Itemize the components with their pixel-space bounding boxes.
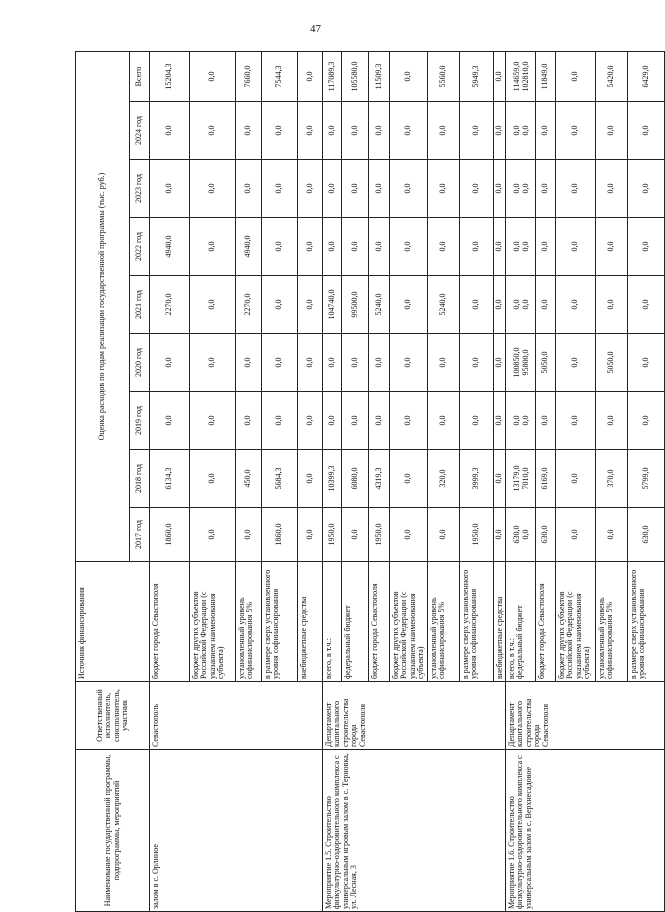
value-cell (506, 334, 536, 392)
value-cell: 0,0 (494, 334, 506, 392)
value-cell: 0,0 (556, 218, 596, 276)
total-cell: 5949,3 (460, 52, 494, 102)
value-cell: 0,0 (342, 334, 369, 392)
value-cell: 0,0 (390, 218, 428, 276)
funding-source: в размере сверх установленного уровня софинансирования (262, 562, 298, 682)
funding-source-line: федеральный бюджет (515, 605, 525, 679)
value-cell: 630,0 (628, 508, 665, 562)
value-cell: 0,0 (390, 334, 428, 392)
value-cell (506, 102, 536, 160)
value-cell: 450,0 (236, 450, 262, 508)
funding-source: в размере сверх установленного уровня софинансирования (628, 562, 665, 682)
funding-source: бюджет города Севастополя (369, 562, 390, 682)
value-cell: 5240,0 (428, 276, 460, 334)
value-cell: 4940,0 (150, 218, 190, 276)
value-line: 0,0 (520, 415, 530, 426)
funding-source: внебюджетные средства (298, 562, 323, 682)
value-line: 0,0 (511, 241, 521, 252)
total-cell: 0,0 (494, 52, 506, 102)
value-cell: 0,0 (494, 392, 506, 450)
total-cell: 15204,3 (150, 52, 190, 102)
value-cell: 0,0 (369, 160, 390, 218)
col-source-header: Источник финансирования (76, 562, 150, 682)
col-estimate-header: Оценка расходов по годам реализации государственной программы (тыс. руб.) (76, 52, 130, 562)
value-cell: 0,0 (298, 392, 323, 450)
value-line: 0,0 (520, 299, 530, 310)
value-cell: 0,0 (596, 102, 628, 160)
value-cell: 10399,3 (323, 450, 342, 508)
value-cell: 0,0 (628, 276, 665, 334)
value-cell: 2270,0 (236, 276, 262, 334)
funding-source: федеральный бюджет (342, 562, 369, 682)
value-cell: 0,0 (628, 102, 665, 160)
value-cell: 5240,0 (369, 276, 390, 334)
value-cell: 0,0 (628, 334, 665, 392)
value-cell (506, 508, 536, 562)
value-line: 102810,0 (520, 61, 530, 92)
total-cell: 5560,0 (428, 52, 460, 102)
value-line: 0,0 (511, 183, 521, 194)
value-cell: 5050,0 (536, 334, 556, 392)
value-cell: 0,0 (298, 334, 323, 392)
value-cell: 0,0 (298, 218, 323, 276)
funding-source: установленный уровень софинансирования 5% (236, 562, 262, 682)
total-cell: 6429,0 (628, 52, 665, 102)
value-cell: 6134,3 (150, 450, 190, 508)
funding-source: установленный уровень софинансирования 5% (428, 562, 460, 682)
value-cell: 0,0 (628, 218, 665, 276)
total-cell: 0,0 (556, 52, 596, 102)
value-cell: 0,0 (262, 276, 298, 334)
table-row (150, 52, 190, 912)
value-cell: 0,0 (494, 508, 506, 562)
value-cell: 0,0 (262, 334, 298, 392)
value-cell: 630,0 (536, 508, 556, 562)
value-cell: 0,0 (323, 218, 342, 276)
total-cell: 7544,3 (262, 52, 298, 102)
value-line: 630,0 (511, 525, 521, 544)
value-cell: 0,0 (556, 508, 596, 562)
value-cell: 0,0 (342, 102, 369, 160)
value-cell: 0,0 (236, 334, 262, 392)
value-cell: 0,0 (190, 508, 236, 562)
value-line: 0,0 (511, 299, 521, 310)
total-header: Всего (130, 52, 150, 102)
value-cell: 6169,0 (536, 450, 556, 508)
value-cell: 0,0 (298, 102, 323, 160)
value-cell: 4319,3 (369, 450, 390, 508)
value-cell: 0,0 (556, 392, 596, 450)
total-cell: 0,0 (390, 52, 428, 102)
value-line: 0,0 (520, 125, 530, 136)
table-header-row (76, 52, 130, 912)
funding-source: бюджет других субъектов Российской Федерации (с указанием наименования субъекта) (190, 562, 236, 682)
value-cell: 0,0 (494, 276, 506, 334)
value-cell: 0,0 (390, 392, 428, 450)
value-cell: 0,0 (369, 392, 390, 450)
value-cell: 0,0 (236, 160, 262, 218)
value-cell: 0,0 (323, 392, 342, 450)
total-cell: 0,0 (298, 52, 323, 102)
value-cell: 0,0 (190, 450, 236, 508)
value-cell: 0,0 (342, 392, 369, 450)
value-cell: 0,0 (262, 392, 298, 450)
value-cell: 0,0 (150, 392, 190, 450)
value-cell (506, 218, 536, 276)
value-cell: 0,0 (342, 218, 369, 276)
value-cell: 2270,0 (150, 276, 190, 334)
value-cell: 0,0 (342, 160, 369, 218)
value-cell: 0,0 (596, 392, 628, 450)
value-line: 13179,0 (511, 465, 521, 492)
value-cell: 0,0 (628, 392, 665, 450)
value-cell: 0,0 (536, 218, 556, 276)
value-cell: 0,0 (556, 102, 596, 160)
value-cell: 0,0 (460, 392, 494, 450)
value-cell: 0,0 (150, 334, 190, 392)
value-cell: 0,0 (390, 160, 428, 218)
total-cell: 11509,3 (369, 52, 390, 102)
year-header: 2022 год (130, 218, 150, 276)
value-cell: 0,0 (190, 276, 236, 334)
value-cell: 5684,3 (262, 450, 298, 508)
col-exec-header: Ответственный исполнитель, соисполнитель, участник (76, 682, 150, 750)
value-cell: 0,0 (556, 450, 596, 508)
total-cell: 117089,3 (323, 52, 342, 102)
value-cell: 0,0 (342, 508, 369, 562)
measure-name: Мероприятие 1.6. Строительство физкультурно-оздоровительного комплекса с универсальным залом в с. Верхнесадовое (506, 750, 665, 912)
value-cell: 1860,0 (150, 508, 190, 562)
total-cell: 0,0 (190, 52, 236, 102)
value-cell: 1950,0 (460, 508, 494, 562)
value-cell: 0,0 (556, 160, 596, 218)
value-cell (506, 160, 536, 218)
value-line: 100850,0 (511, 347, 521, 378)
value-cell: 1860,0 (262, 508, 298, 562)
value-line: 0,0 (520, 183, 530, 194)
value-cell: 0,0 (428, 218, 460, 276)
value-cell: 5799,0 (628, 450, 665, 508)
total-cell: 105580,0 (342, 52, 369, 102)
year-header: 2024 год (130, 102, 150, 160)
value-cell: 0,0 (190, 102, 236, 160)
value-cell: 0,0 (369, 102, 390, 160)
value-cell: 0,0 (556, 276, 596, 334)
funding-source-line: всего, в т.ч.: (507, 638, 516, 679)
value-line: 0,0 (511, 415, 521, 426)
value-cell: 0,0 (460, 334, 494, 392)
value-cell: 0,0 (460, 218, 494, 276)
value-cell: 99500,0 (342, 276, 369, 334)
value-line: 114659,0 (511, 61, 521, 92)
value-cell: 0,0 (428, 160, 460, 218)
value-cell: 0,0 (460, 276, 494, 334)
value-cell: 0,0 (190, 334, 236, 392)
funding-source: бюджет города Севастополя (536, 562, 556, 682)
value-line: 0,0 (511, 125, 521, 136)
value-cell: 320,0 (428, 450, 460, 508)
rotated-table-stage (75, 52, 650, 912)
measure-name: Мероприятие 1.5. Строительство физкультурно-оздоровительного комплекса с универсальным игровым залом в с. Терновка, ул. Лесная, 3 (323, 750, 506, 912)
value-cell: 0,0 (298, 450, 323, 508)
value-cell: 1950,0 (369, 508, 390, 562)
value-cell: 0,0 (298, 508, 323, 562)
page-number: 47 (310, 23, 321, 35)
value-cell: 4940,0 (236, 218, 262, 276)
year-header: 2020 год (130, 334, 150, 392)
total-cell: 5420,0 (596, 52, 628, 102)
table-row (323, 52, 342, 912)
total-cell: 11849,0 (536, 52, 556, 102)
value-cell (506, 392, 536, 450)
value-cell: 0,0 (390, 508, 428, 562)
value-cell: 0,0 (369, 218, 390, 276)
value-cell: 0,0 (262, 218, 298, 276)
year-header: 2019 год (130, 392, 150, 450)
year-header: 2018 год (130, 450, 150, 508)
value-cell: 0,0 (556, 334, 596, 392)
value-cell: 0,0 (262, 160, 298, 218)
value-cell: 0,0 (236, 392, 262, 450)
executor: Департамент капитального строительства города Севастополя (506, 682, 665, 750)
value-cell: 0,0 (428, 334, 460, 392)
value-cell: 0,0 (460, 102, 494, 160)
value-cell: 0,0 (428, 102, 460, 160)
value-cell: 0,0 (536, 160, 556, 218)
value-cell: 0,0 (323, 102, 342, 160)
col-name-header: Наименование государственной программы, подпрограммы, мероприятий (76, 750, 150, 912)
value-cell: 370,0 (596, 450, 628, 508)
budget-table (75, 51, 665, 912)
value-cell: 0,0 (536, 276, 556, 334)
value-cell: 3999,3 (460, 450, 494, 508)
value-cell: 0,0 (596, 508, 628, 562)
executor: Департамент капитального строительства города Севастополя (323, 682, 506, 750)
value-cell: 0,0 (298, 276, 323, 334)
value-cell: 0,0 (390, 450, 428, 508)
value-cell: 0,0 (150, 102, 190, 160)
value-line: 95800,0 (520, 349, 530, 376)
value-cell: 0,0 (323, 160, 342, 218)
funding-source: бюджет других субъектов Российской Федерации (с указанием наименования субъекта) (556, 562, 596, 682)
funding-source: бюджет города Севастополя (150, 562, 190, 682)
funding-source: внебюджетные средства (494, 562, 506, 682)
value-cell: 0,0 (298, 160, 323, 218)
value-cell: 0,0 (628, 160, 665, 218)
funding-source: в размере сверх установленного уровня софинансирования (460, 562, 494, 682)
value-cell (506, 450, 536, 508)
value-cell: 0,0 (596, 276, 628, 334)
value-cell: 0,0 (460, 160, 494, 218)
table-row (506, 52, 536, 912)
value-cell: 0,0 (190, 160, 236, 218)
value-cell: 0,0 (262, 102, 298, 160)
value-line: 0,0 (520, 529, 530, 540)
total-cell: 7660,0 (236, 52, 262, 102)
value-cell: 0,0 (494, 160, 506, 218)
year-header: 2021 год (130, 276, 150, 334)
value-cell: 0,0 (596, 160, 628, 218)
value-cell: 0,0 (390, 276, 428, 334)
executor: Севастополь (150, 682, 323, 750)
value-cell: 0,0 (190, 218, 236, 276)
value-cell: 0,0 (494, 450, 506, 508)
value-cell (506, 276, 536, 334)
value-cell: 0,0 (390, 102, 428, 160)
year-header: 2017 год (130, 508, 150, 562)
value-cell: 0,0 (428, 392, 460, 450)
value-line: 7010,0 (520, 467, 530, 490)
value-cell: 0,0 (536, 392, 556, 450)
year-header: 2023 год (130, 160, 150, 218)
funding-source (506, 562, 536, 682)
funding-source: бюджет других субъектов Российской Федерации (с указанием наименования субъекта) (390, 562, 428, 682)
value-cell: 1950,0 (323, 508, 342, 562)
value-cell: 0,0 (536, 102, 556, 160)
value-cell: 0,0 (596, 218, 628, 276)
value-cell: 0,0 (494, 218, 506, 276)
measure-name: залом в с. Орлиное (150, 750, 323, 912)
value-cell: 0,0 (369, 334, 390, 392)
value-cell: 0,0 (236, 102, 262, 160)
value-cell: 104740,0 (323, 276, 342, 334)
value-cell: 0,0 (428, 508, 460, 562)
value-cell: 0,0 (323, 334, 342, 392)
value-cell: 0,0 (190, 392, 236, 450)
funding-source: установленный уровень софинансирования 5% (596, 562, 628, 682)
value-cell: 0,0 (236, 508, 262, 562)
value-line: 0,0 (520, 241, 530, 252)
value-cell: 6080,0 (342, 450, 369, 508)
value-cell: 5050,0 (596, 334, 628, 392)
value-cell: 0,0 (494, 102, 506, 160)
funding-source: всего, в т.ч.: (323, 562, 342, 682)
total-cell (506, 52, 536, 102)
value-cell: 0,0 (150, 160, 190, 218)
